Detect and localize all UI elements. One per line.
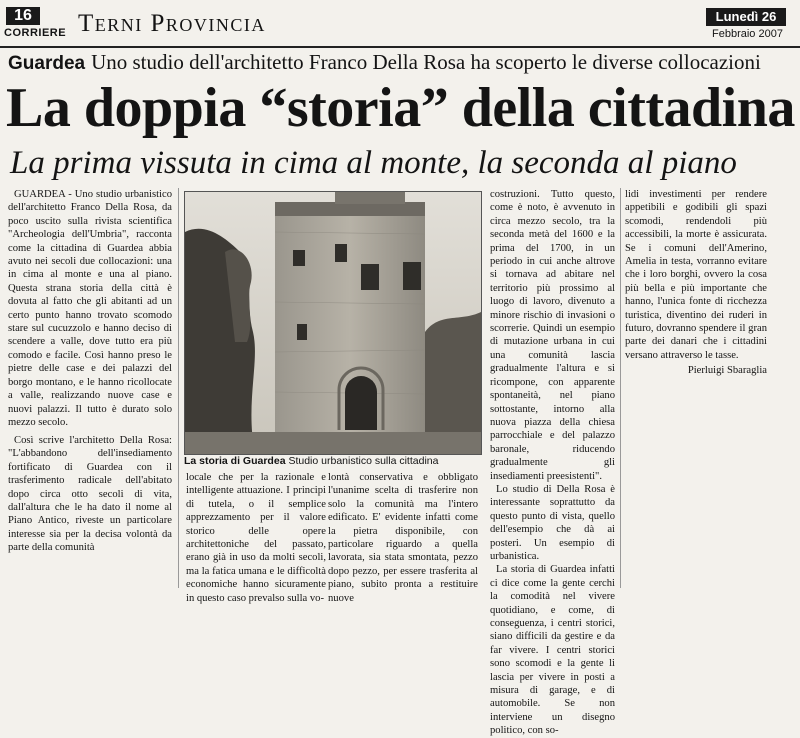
issue-day: Lunedì 26 [706,8,786,26]
column-divider [620,188,621,588]
article-column-1 [8,188,172,429]
stone-building-image [185,192,481,454]
photo-caption [184,455,484,467]
paragraph: Lo studio di Della Rosa è interessante soprattutto da questo punto di vista, quello dell'esempio che dà ai posteri. Un esempio di urbanistica. [490,483,615,562]
issue-date: Febbraio 2007 [712,28,783,40]
kicker-location: Guardea [8,53,86,74]
caption-text: Studio urbanistico sulla cittadina [288,455,439,467]
author-signature: Pierluigi Sbaraglia [687,365,767,377]
column-divider [178,188,179,588]
page-number: 16 [6,7,40,25]
article-column-3 [328,471,478,605]
caption-title: La storia di Guardea [184,455,286,467]
newspaper-name: CORRIERE [4,27,67,39]
paragraph: lidi investimenti per rendere appetibili e godibili gli spazi scomodi, rendendoli più accessibili, la morte è assicurata. Se i comuni dell'Amerino, Amelia in testa, vorranno evitare che i loro borghi, ovvero la cosa più bella e più importante che hanno, l'unica fonte di ricchezza turistica, diventino dei ruderi in futuro, dovranno spendere il gran parte dei danari che i cittadini versano attraverso le tasse. [625,189,767,361]
article-column-5 [625,188,767,378]
article-column-1-continued [8,434,172,555]
subheadline: La prima vissuta in cima al monte, la seconda al piano [10,145,737,181]
kicker [8,50,761,75]
headline: La doppia “storia” della cittadina [6,77,795,139]
section-title: Terni Provincia [78,10,266,37]
article-column-4 [490,188,615,738]
article-photo [184,191,482,455]
paragraph: Così scrive l'architetto Della Rosa: "L'abbandono dell'insediamento fortificato di Guardea con il trasferimento radicale dell'abitato dopo circa otto secoli di vita, dall'altura che le ha dato il nome al Piano Antico, riveste un particolare interesse sia per la decisa volontà da parte della comunità [8,435,172,554]
kicker-text: Uno studio dell'architetto Franco Della Rosa ha scoperto le diverse collocazioni [91,50,761,74]
paragraph: lontà conservativa e obbligato l'unanime scelta di trasferire non solo la comunità ma l'intero edificato. E' evidente infatti come la pietra disponibile, con particolare riguardo a quella lavorata, sia stata smontata, pezzo dopo pezzo, per essere trasferita al piano, subito pronta a restituire nuove [328,472,478,604]
paragraph: costruzioni. Tutto questo, come è noto, è avvenuto in circa mezzo secolo, tra la seconda metà del 1600 e la prima del 1700, in un periodo in cui anche altrove si tornava ad abitare nel territorio più prossimo al luogo di lavoro, divenuto a minore rischio di invasioni o scorrerie. Quindi un esempio di mutazione urbana in cui una comunità lascia gradualmente l'altura e si ricompone, con apparente spontaneità, nel piano sottostante, intorno alla nuova piazza della chiesa parrocchiale e del palazzo baronale, riducendo gradualmente gli insediamenti preesistenti". [490,189,615,482]
paragraph: GUARDEA - Uno studio urbanistico dell'architetto Franco Della Rosa, da poco uscito sulla rivista scientifica "Archeologia dell'Umbria", racconta come la cittadina di Guardea abbia avuto nei secoli due collocazioni: una in cima al monte e una al piano. Questa strana storia della città è dovuta al fatto che gli abitanti ad un certo punto hanno trovato scomodo stare sul cucuzzolo e hanno deciso di scendere a valle, dove tutto era più comodo e facile. Così hanno preso le pietre delle case e dei palazzi del borgo montano, e le hanno ricollocate a valle, realizzando nuove case e nuovi palazzi. Il tutto è durato solo mezzo secolo. [8,189,172,428]
header-rule [0,46,800,48]
paragraph: locale che per la razionale e intelligente attuazione. I principi di tutela, o il semplice apprezzamento per il valore storico delle opere architettoniche del passato, erano già in uso da molti secoli, ma la fatica umana e le difficoltà economiche hanno sicuramente in questo caso prevalso sulla vo- [186,472,326,604]
article-column-2 [186,471,326,605]
paragraph: La storia di Guardea infatti ci dice come la gente cerchi la comodità nel vivere quotidiano, e come, di conseguenza, i centri storici, siano difficili da gestire e da far vivere. I centri storici sono scomodi e la gente li lascia per vivere in posti a misura di garage, e di automobile. Se non interviene un disegno politico, con so- [490,564,615,737]
